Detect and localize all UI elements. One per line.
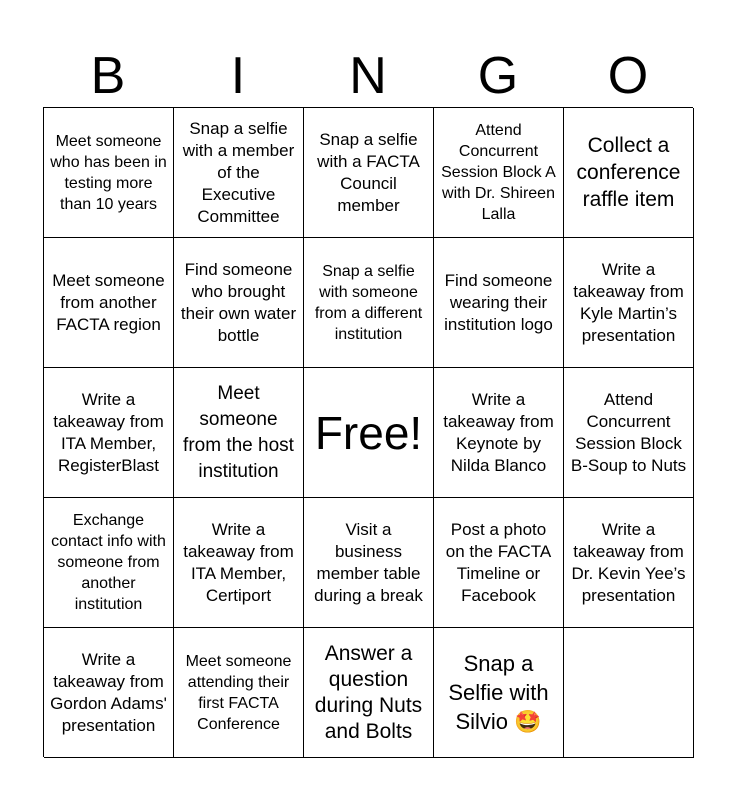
bingo-cell[interactable]: Collect a conference raffle item [564, 108, 694, 238]
header-letter-n: N [349, 47, 387, 105]
bingo-cell[interactable]: Snap a Selfie with Silvio 🤩 [434, 628, 564, 758]
bingo-cell[interactable]: Find someone who brought their own water bottle [174, 238, 304, 368]
bingo-card-grid [43, 107, 693, 757]
bingo-cell[interactable]: Attend Concurrent Session Block A with Dr. Shireen Lalla [434, 108, 564, 238]
bingo-cell[interactable]: Write a takeaway from Dr. Kevin Yee’s presentation [564, 498, 694, 628]
free-space-cell[interactable]: Free! [304, 368, 434, 498]
bingo-cell-empty[interactable] [564, 628, 694, 758]
bingo-cell[interactable]: Snap a selfie with a member of the Executive Committee [174, 108, 304, 238]
bingo-cell[interactable]: Snap a selfie with someone from a different institution [304, 238, 434, 368]
bingo-cell[interactable]: Write a takeaway from ITA Member, RegisterBlast [44, 368, 174, 498]
bingo-cell[interactable]: Write a takeaway from Kyle Martin’s presentation [564, 238, 694, 368]
header-letter-o: O [607, 47, 649, 105]
bingo-cell[interactable]: Meet someone attending their first FACTA Conference [174, 628, 304, 758]
bingo-cell[interactable]: Snap a selfie with a FACTA Council member [304, 108, 434, 238]
header-letter-i: I [230, 47, 246, 105]
bingo-header [43, 45, 693, 107]
bingo-cell[interactable]: Write a takeaway from Gordon Adams' presentation [44, 628, 174, 758]
bingo-cell[interactable]: Write a takeaway from Keynote by Nilda Blanco [434, 368, 564, 498]
header-letter-b: B [90, 47, 126, 105]
bingo-cell[interactable]: Answer a question during Nuts and Bolts [304, 628, 434, 758]
bingo-cell[interactable]: Meet someone who has been in testing more than 10 years [44, 108, 174, 238]
bingo-cell[interactable]: Find someone wearing their institution logo [434, 238, 564, 368]
header-letter-g: G [477, 47, 519, 105]
bingo-cell[interactable]: Meet someone from another FACTA region [44, 238, 174, 368]
bingo-cell[interactable]: Write a takeaway from ITA Member, Certiport [174, 498, 304, 628]
bingo-cell[interactable]: Meet someone from the host institution [174, 368, 304, 498]
bingo-cell[interactable]: Visit a business member table during a break [304, 498, 434, 628]
bingo-cell[interactable]: Post a photo on the FACTA Timeline or Facebook [434, 498, 564, 628]
bingo-cell[interactable]: Exchange contact info with someone from another institution [44, 498, 174, 628]
bingo-cell[interactable]: Attend Concurrent Session Block B-Soup to Nuts [564, 368, 694, 498]
